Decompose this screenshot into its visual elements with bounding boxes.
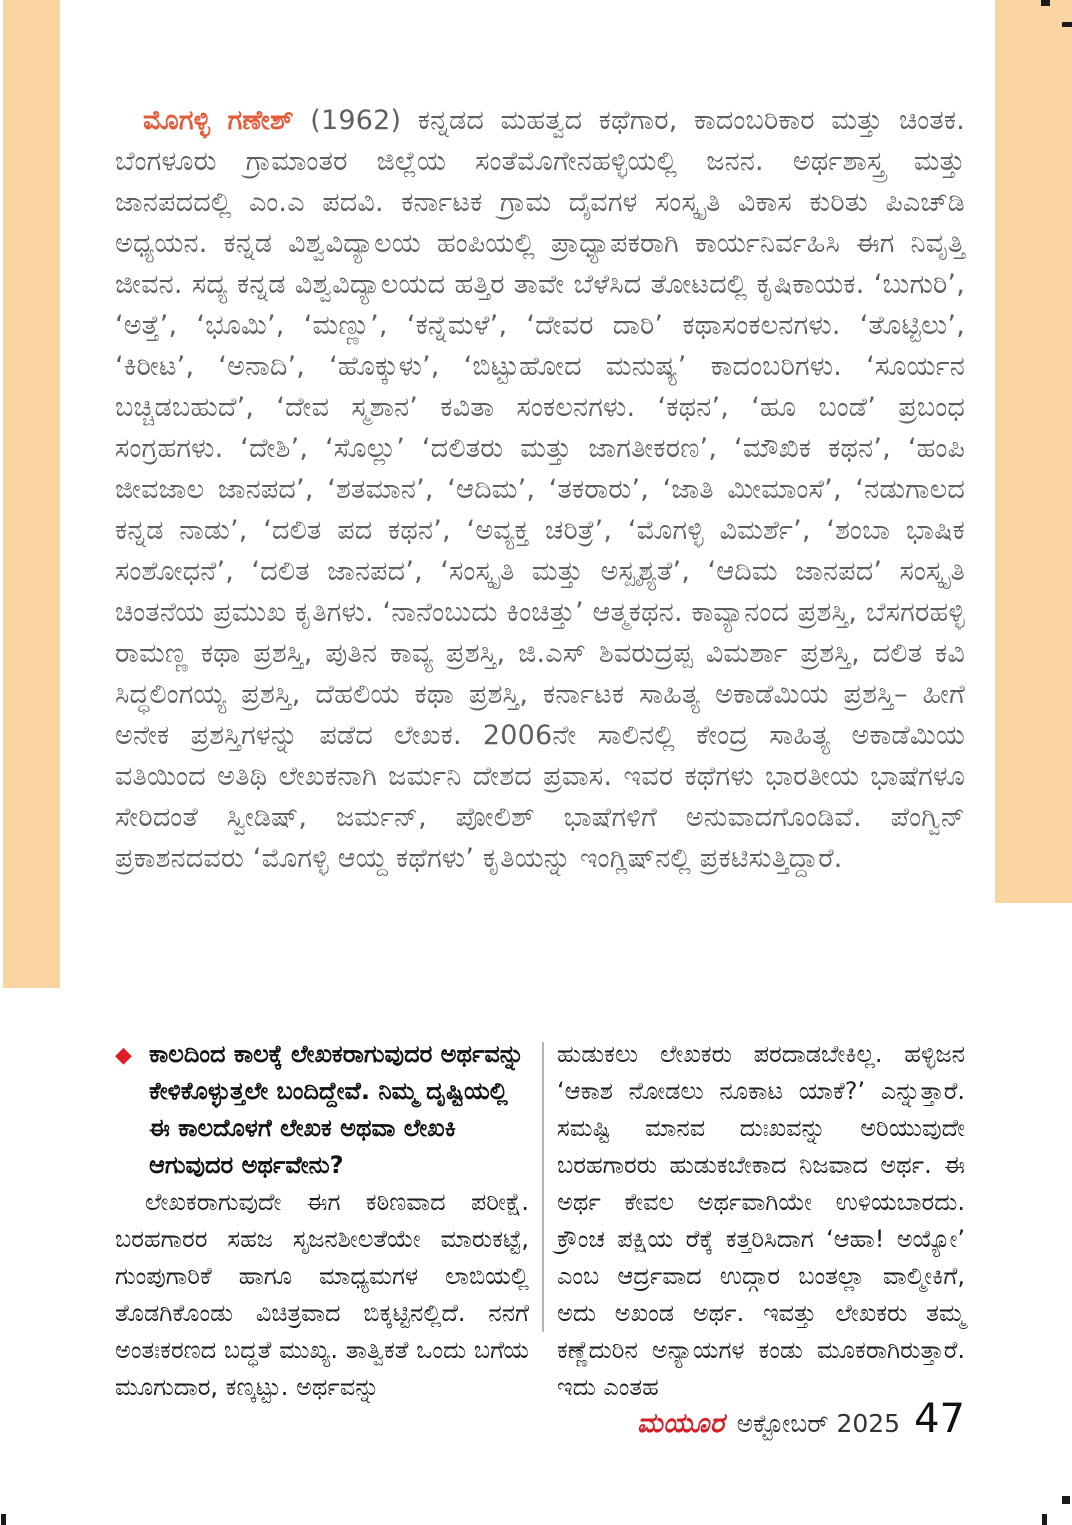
print-mark <box>1062 1496 1070 1504</box>
interview-answer-right: ಹುಡುಕಲು ಲೇಖಕರು ಪರದಾಡಬೇಕಿಲ್ಲ. ಹಳ್ಳಿಜನ ‘ಆಕಾಶ ನೋಡಲು ನೂಕಾಟ ಯಾಕೆ?’ ಎನ್ನುತ್ತಾರೆ. ಸಮಷ್ಟಿ ಮಾನವ ದುಃಖವನ್ನು ಅರಿಯುವುದೇ ಬರಹಗಾರರು ಹುಡುಕಬೇಕಾದ ನಿಜವಾದ ಅರ್ಥ. ಈ ಅರ್ಥ ಕೇವಲ ಅರ್ಥವಾಗಿಯೇ ಉಳಿಯಬಾರದು. ಕ್ರೌಂಚ ಪಕ್ಷಿಯ ರೆಕ್ಕೆ ಕತ್ತರಿಸಿದಾಗ ‘ಆಹಾ! ಅಯ್ಯೋ’ ಎಂಬ ಆರ್ದ್ರವಾದ ಉದ್ಗಾರ ಬಂತಲ್ಲಾ ವಾಲ್ಮೀಕಿಗೆ, ಅದು ಅಖಂಡ ಅರ್ಥ. ಇವತ್ತು ಲೇಖಕರು ತಮ್ಮ ಕಣ್ಣೆದುರಿನ ಅನ್ಯಾಯಗಳ ಕಂಡು ಮೂಕರಾಗಿರುತ್ತಾರೆ. ಇದು ಎಂತಹ <box>557 1040 965 1401</box>
column-divider <box>542 1042 544 1332</box>
author-bio-text: (1962) ಕನ್ನಡದ ಮಹತ್ವದ ಕಥೆಗಾರ, ಕಾದಂಬರಿಕಾರ ಮತ್ತು ಚಿಂತಕ. ಬೆಂಗಳೂರು ಗ್ರಾಮಾಂತರ ಜಿಲ್ಲೆಯ ಸಂತೆಮೊಗೇನಹಳ್ಳಿಯಲ್ಲಿ ಜನನ. ಅರ್ಥಶಾಸ್ತ್ರ ಮತ್ತು ಜಾನಪದದಲ್ಲಿ ಎಂ.ಎ ಪದವಿ. ಕರ್ನಾಟಕ ಗ್ರಾಮ ದೈವಗಳ ಸಂಸ್ಕೃತಿ ವಿಕಾಸ ಕುರಿತು ಪಿಎಚ್‌ಡಿ ಅಧ್ಯಯನ. ಕನ್ನಡ ವಿಶ್ವವಿದ್ಯಾಲಯ ಹಂಪಿಯಲ್ಲಿ ಪ್ರಾಧ್ಯಾಪಕರಾಗಿ ಕಾರ್ಯನಿರ್ವಹಿಸಿ ಈಗ ನಿವೃತ್ತಿ ಜೀವನ. ಸದ್ಯ ಕನ್ನಡ ವಿಶ್ವವಿದ್ಯಾಲಯದ ಹತ್ತಿರ ತಾವೇ ಬೆಳೆಸಿದ ತೋಟದಲ್ಲಿ ಕೃಷಿಕಾಯಕ. ‘ಬುಗುರಿ’, ‘ಅತ್ತೆ’, ‘ಭೂಮಿ’, ‘ಮಣ್ಣು’, ‘ಕನ್ನೆಮಳೆ’, ‘ದೇವರ ದಾರಿ’ ಕಥಾಸಂಕಲನಗಳು. ‘ತೊಟ್ಟಿಲು’, ‘ಕಿರೀಟ’, ‘ಅನಾದಿ’, ‘ಹೊಕ್ಕುಳು’, ‘ಬಿಟ್ಟುಹೋದ ಮನುಷ್ಯ’ ಕಾದಂಬರಿಗಳು. ‘ಸೂರ್ಯನ ಬಚ್ಚಿಡಬಹುದೆ’, ‘ದೇವ ಸ್ಮಶಾನ’ ಕವಿತಾ ಸಂಕಲನಗಳು. ‘ಕಥನ’, ‘ಹೂ ಬಂಡೆ’ ಪ್ರಬಂಧ ಸಂಗ್ರಹಗಳು. ‘ದೇಶಿ’, ‘ಸೊಲ್ಲು’ ‘ದಲಿತರು ಮತ್ತು ಜಾಗತೀಕರಣ’, ‘ಮೌಖಿಕ ಕಥನ’, ‘ಹಂಪಿ ಜೀವಜಾಲ ಜಾನಪದ’, ‘ಶತಮಾನ’, ‘ಆದಿಮ’, ‘ತಕರಾರು’, ‘ಜಾತಿ ಮೀಮಾಂಸೆ’, ‘ನಡುಗಾಲದ ಕನ್ನಡ ನಾಡು’, ‘ದಲಿತ ಪದ ಕಥನ’, ‘ಅವ್ಯಕ್ತ ಚರಿತ್ರೆ’, ‘ಮೊಗಳ್ಳಿ ವಿಮರ್ಶೆ’, ‘ಶಂಬಾ ಭಾಷಿಕ ಸಂಶೋಧನೆ’, ‘ದಲಿತ ಜಾನಪದ’, ‘ಸಂಸ್ಕೃತಿ ಮತ್ತು ಅಸ್ಪೃಶ್ಯತೆ’, ‘ಆದಿಮ ಜಾನಪದ’ ಸಂಸ್ಕೃತಿ ಚಿಂತನೆಯ ಪ್ರಮುಖ ಕೃತಿಗಳು. ‘ನಾನೆಂಬುದು ಕಿಂಚಿತ್ತು’ ಆತ್ಮಕಥನ. ಕಾವ್ಯಾನಂದ ಪ್ರಶಸ್ತಿ, ಬೆಸಗರಹಳ್ಳಿ ರಾಮಣ್ಣ ಕಥಾ ಪ್ರಶಸ್ತಿ, ಪುತಿನ ಕಾವ್ಯ ಪ್ರಶಸ್ತಿ, ಜಿ.ಎಸ್ ಶಿವರುದ್ರಪ್ಪ ವಿಮರ್ಶಾ ಪ್ರಶಸ್ತಿ, ದಲಿತ ಕವಿ ಸಿದ್ಧಲಿಂಗಯ್ಯ ಪ್ರಶಸ್ತಿ, ದೆಹಲಿಯ ಕಥಾ ಪ್ರಶಸ್ತಿ, ಕರ್ನಾಟಕ ಸಾಹಿತ್ಯ ಅಕಾಡೆಮಿಯ ಪ್ರಶಸ್ತಿ– ಹೀಗೆ ಅನೇಕ ಪ್ರಶಸ್ತಿಗಳನ್ನು ಪಡೆದ ಲೇಖಕ. 2006ನೇ ಸಾಲಿನಲ್ಲಿ ಕೇಂದ್ರ ಸಾಹಿತ್ಯ ಅಕಾಡೆಮಿಯ ವತಿಯಿಂದ ಅತಿಥಿ ಲೇಖಕನಾಗಿ ಜರ್ಮನಿ ದೇಶದ ಪ್ರವಾಸ. ಇವರ ಕಥೆಗಳು ಭಾರತೀಯ ಭಾಷೆಗಳೂ ಸೇರಿದಂತೆ ಸ್ವೀಡಿಷ್, ಜರ್ಮನ್, ಪೋಲಿಶ್ ಭಾಷೆಗಳಿಗೆ ಅನುವಾದಗೊಂಡಿವೆ. ಪೆಂಗ್ವಿನ್ ಪ್ರಕಾಶನದವರು ‘ಮೊಗಳ್ಳಿ ಆಯ್ದ ಕಥೆಗಳು’ ಕೃತಿಯನ್ನು ಇಂಗ್ಲಿಷ್‌ನಲ್ಲಿ ಪ್ರಕಟಿಸುತ್ತಿದ್ದಾರೆ. <box>115 105 966 874</box>
interview-question-text: ಕಾಲದಿಂದ ಕಾಲಕ್ಕೆ ಲೇಖಕರಾಗುವುದರ ಅರ್ಥವನ್ನು ಕೇಳಿಕೊಳ್ಳುತ್ತಲೇ ಬಂದಿದ್ದೇವೆ. ನಿಮ್ಮ ದೃಷ್ಟಿಯಲ್ಲಿ ಈ ಕಾಲದೊಳಗೆ ಲೇಖಕ ಅಥವಾ ಲೇಖಕಿ ಆಗುವುದರ ಅರ್ಥವೇನು? <box>149 1040 525 1179</box>
interview-answer-left: ಲೇಖಕರಾಗುವುದೇ ಈಗ ಕಠಿಣವಾದ ಪರೀಕ್ಷೆ. ಬರಹಗಾರರ ಸಹಜ ಸೃಜನಶೀಲತೆಯೇ ಮಾರುಕಟ್ಟೆ, ಗುಂಪುಗಾರಿಕೆ ಹಾಗೂ ಮಾಧ್ಯಮಗಳ ಲಾಬಿಯಲ್ಲಿ ತೊಡಗಿಕೊಂಡು ವಿಚಿತ್ರವಾದ ಬಿಕ್ಕಟ್ಟಿನಲ್ಲಿದೆ. ನನಗೆ ಅಂತಃಕರಣದ ಬದ್ಧತೆ ಮುಖ್ಯ. ತಾತ್ವಿಕತೆ ಒಂದು ಬಗೆಯ ಮೂಗುದಾರ, ಕಣ್ಕಟ್ಟು. ಅರ್ಥವನ್ನು <box>115 1188 529 1401</box>
author-name: ಮೊಗಳ್ಳಿ ಗಣೇಶ್ <box>143 105 294 136</box>
interview-left-column <box>115 1036 529 1406</box>
print-mark <box>1062 22 1072 27</box>
print-mark <box>1041 0 1050 6</box>
interview-question <box>115 1036 529 1184</box>
print-mark <box>1042 1514 1047 1525</box>
interview-section <box>115 1036 965 1406</box>
left-accent-bar <box>3 0 60 988</box>
magazine-name: ಮಯೂರ <box>636 1408 725 1439</box>
issue-date: ಅಕ್ಟೋಬರ್ 2025 <box>736 1409 901 1438</box>
print-mark <box>1 1514 6 1525</box>
right-accent-bar <box>995 0 1072 903</box>
page-number: 47 <box>914 1396 965 1442</box>
author-bio <box>115 100 965 879</box>
diamond-bullet-icon: ◆ <box>115 1043 132 1068</box>
page-footer <box>637 1396 965 1442</box>
